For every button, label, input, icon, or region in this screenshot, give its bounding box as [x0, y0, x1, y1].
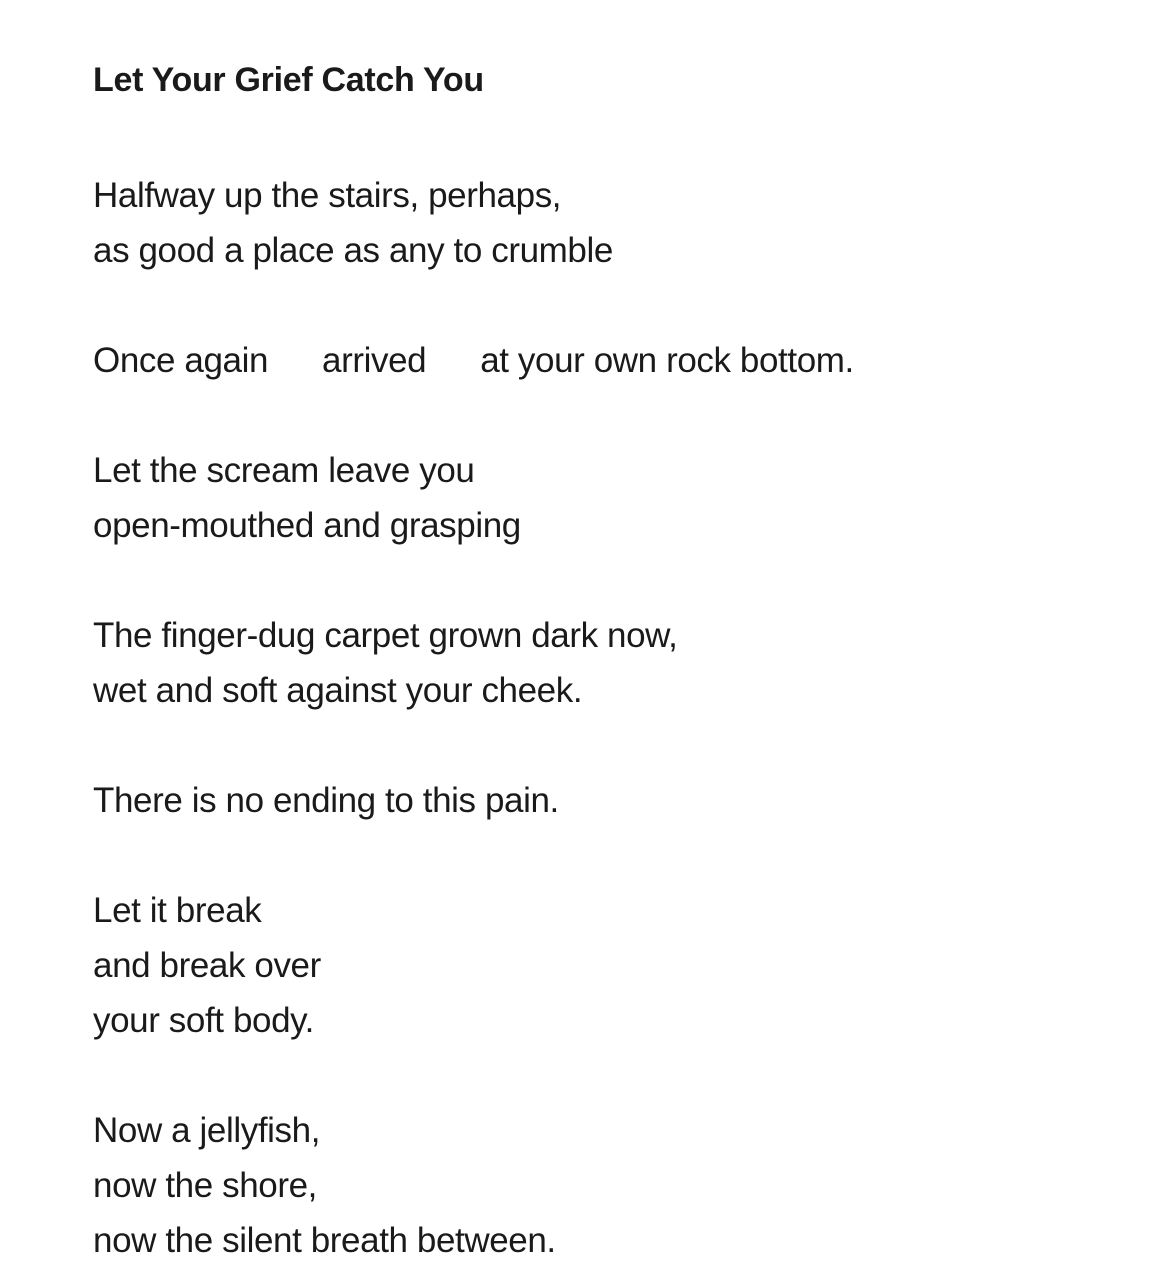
poem	[93, 58, 1093, 1268]
poem-line: and break over	[93, 946, 321, 985]
poem-line	[93, 333, 1093, 388]
line-fragment: arrived	[322, 341, 427, 380]
poem-title: Let Your Grief Catch You	[93, 61, 484, 99]
poem-line: Let the scream leave you	[93, 451, 475, 490]
poem-line: Now a jellyfish,	[93, 1111, 321, 1150]
poem-line: as good a place as any to crumble	[93, 231, 613, 270]
poem-line: Halfway up the stairs, perhaps,	[93, 176, 562, 215]
stanza-5	[93, 773, 1093, 828]
poem-line: now the shore,	[93, 1166, 317, 1205]
line-fragment: at your own rock bottom.	[480, 341, 854, 380]
poem-line: The finger-dug carpet grown dark now,	[93, 616, 678, 655]
poem-line: There is no ending to this pain.	[93, 781, 559, 820]
poem-line: open-mouthed and grasping	[93, 506, 521, 545]
stanza-2	[93, 333, 1093, 388]
stanza-4	[93, 608, 1093, 718]
poem-line: your soft body.	[93, 1001, 314, 1040]
poem-line: now the silent breath between.	[93, 1221, 556, 1260]
stanza-1	[93, 168, 1093, 278]
poem-line: Let it break	[93, 891, 262, 930]
poem-line: wet and soft against your cheek.	[93, 671, 583, 710]
stanza-7	[93, 1103, 1093, 1268]
stanza-3	[93, 443, 1093, 553]
stanza-6	[93, 883, 1093, 1048]
line-fragment: Once again	[93, 341, 269, 380]
